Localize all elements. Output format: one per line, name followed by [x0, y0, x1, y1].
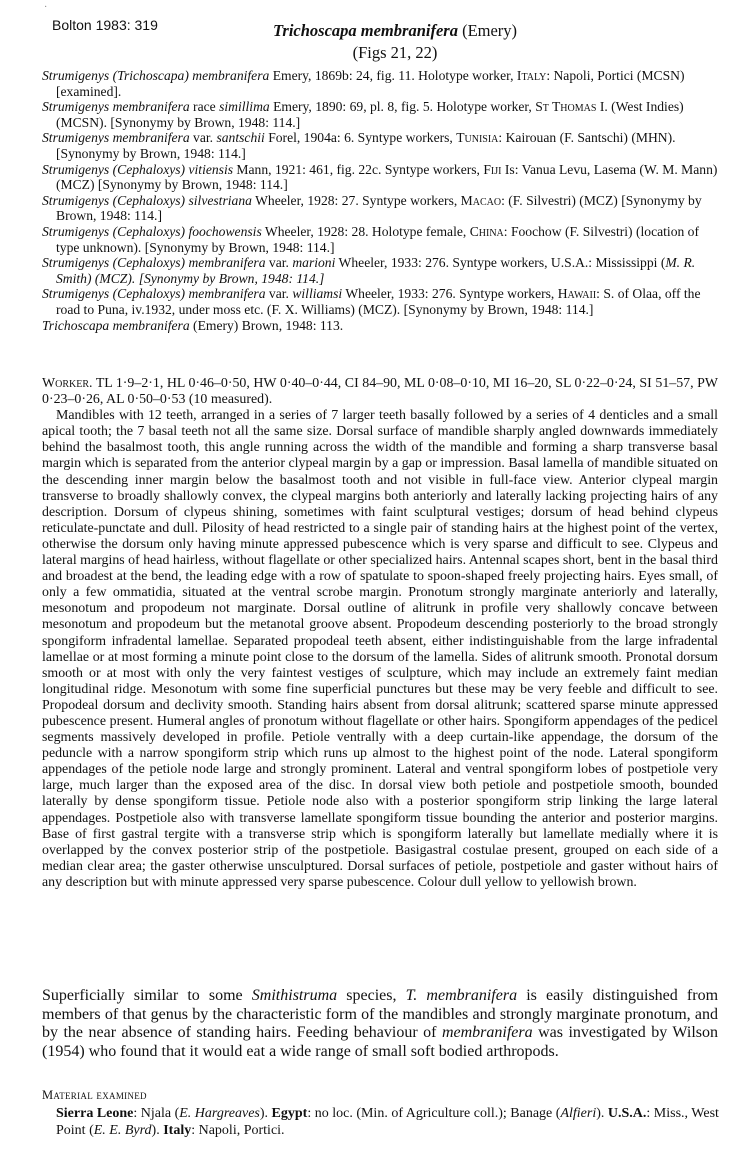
synonymy-entry: Strumigenys membranifera var. santschii Forel, 1904a: 6. Syntype workers, Tunisia: Kairouan (F. Santschi) (MHN). [Synonymy by Brown, 1948: 114.] — [42, 130, 676, 161]
synonymy-list — [42, 68, 720, 333]
material-examined: Sierra Leone: Njala (E. Hargreaves). Egypt: no loc. (Min. of Agriculture coll.); Banage (Alfieri). U.S.A.: Miss., West Point (E. E. Byrd). Italy: Napoli, Portici. — [56, 1106, 719, 1138]
synonymy-entry: Strumigenys (Cephaloxys) membranifera var. williamsi Wheeler, 1933: 276. Syntype workers, Hawaii: S. of Olaa, off the road to Puna, iv.1932, under moss etc. (F. X. Williams) (MCZ). [Synonymy by Brown, 1948: 114.] — [42, 286, 701, 317]
synonymy-entry: Trichoscapa membranifera (Emery) Brown, 1948: 113. — [42, 317, 344, 333]
remarks-paragraph: Superficially similar to some Smithistruma species, T. membranifera is easily distinguished from members of that genus by the characteristic form of the mandibles and strongly marginate pronotum, and by the near absence of standing hairs. Feeding behaviour of membranifera was investigated by Wilson (1954) who found that it would eat a wide range of small soft bodied arthropods. — [42, 987, 719, 1060]
source-citation: Bolton 1983: 319 — [52, 17, 158, 33]
synonymy-entry: Strumigenys (Trichoscapa) membranifera Emery, 1869b: 24, fig. 11. Holotype worker, Italy: Napoli, Portici (MCSN) [examined]. — [42, 68, 685, 99]
synonymy-entry: Strumigenys (Cephaloxys) vitiensis Mann, 1921: 461, fig. 22c. Syntype workers, Fiji Is: Vanua Levu, Lasema (W. M. Mann) (MCZ) [Synonymy by Brown, 1948: 114.] — [42, 161, 718, 193]
synonymy-entry: Strumigenys membranifera race simillima Emery, 1890: 69, pl. 8, fig. 5. Holotype worker, St Thomas I. (West Indies) (MCSN). [Synonymy by Brown, 1948: 114.] — [42, 99, 684, 130]
scan-mark: · — [44, 2, 48, 13]
species-author: (Emery) — [462, 21, 518, 40]
species-title — [230, 20, 560, 64]
material-heading: Material examined — [42, 1088, 147, 1102]
worker-description-text: Mandibles with 12 teeth, arranged in a series of 7 larger teeth basally followed by a series of 4 denticles and a small apical tooth; the 7 basal teeth not all the same size. Dorsal surface of mandible sharply angled downwards immediately behind the basalmost tooth, this angle running across the width of the mandible and forming a sharp transverse basal margin which is separated from the anterior clypeal margin by a gap or impression. Basal lamella of mandible situated on the descending inner margin below the basalmost tooth and not visible in full-face view. Anterior clypeal margin transverse to broadly shallowly convex, the clypeal margins both anteriorly and laterally lacking projecting hairs of any description. Dorsum of clypeus shining, sometimes with faint sculptural vestiges; dorsum of head behind clypeus reticulate-punctate and dull. Pilosity of head restricted to a single pair of standing hairs at the highest point of the vertex, otherwise the dorsum only having minute appressed pubescence which is very sparse and difficult to see. Clypeus and lateral margins of head hairless, without flagellate or other specialized hairs. Antennal scapes short, bent in the basal third and broadest at the bend, the leading edge with a row of spatulate to spoon-shaped freely projecting hairs. Eyes small, of only a few ommatidia, situated at the ventral scrobe margin. Pronotum strongly marginate anteriorly and laterally, mesonotum and propodeum not marginate. Dorsal outline of alitrunk in profile very shallowly concave between mesonotum and propodeum but the metanotal groove absent. Propodeum descending posteriorly to the broad strongly spongiform infradental lamellae. Separated propodeal teeth absent, either indistinguishable from the large infradental lamellae or at most forming a minute point close to the dorsum of the lamella. Sides of alitrunk smooth. Pronotal dorsum smooth or at most with only the very faintest vestiges of sculpture, which may include an extremely faint median longitudinal ridge. Mesonotum with some fine superficial punctures but these may be very feeble and difficult to see. Propodeal dorsum and declivity smooth. Standing hairs absent from dorsal alitrunk; scattered sparse minute appressed pubescence present. Humeral angles of pronotum without flagellate or other hairs. Spongiform appendages of the pedicel segments massively developed in profile. Petiole ventrally with a deep curtain-like appendage, the dorsum of the peduncle with a narrow spongiform strip which runs up almost to the highest point of the node. Lateral spongiform appendages of the petiole node large and strongly prominent. Lateral and ventral spongiform lobes of postpetiole very large, much larger than the exposed area of the disc. In dorsal view both petiole and postpetiole smooth, bounded laterally by dense spongiform tissue. Petiole node also with a posterior spongiform strip linking the large lateral appendages. Postpetiole also with transverse lamellate spongiform tissue bounding the anterior and posterior margins. Base of first gastral tergite with a transverse strip which is spongiform laterally but lamellate medially where it is overlapped by the convex posterior strip of the postpetiole. Basigastral costulae present, grouped on each side of a median clear area; the gaster otherwise unsculptured. Dorsal surfaces of petiole, postpetiole and gaster without hairs of any description but with minute appressed very sparse pubescence. Colour dull yellow to yellowish brown. — [42, 408, 718, 890]
synonymy-entry: Strumigenys (Cephaloxys) membranifera var. marioni Wheeler, 1933: 276. Syntype workers, U.S.A.: Mississippi (M. R. Smith) (MCZ). [Synonymy by Brown, 1948: 114.] — [42, 255, 696, 286]
worker-description — [42, 376, 718, 891]
worker-label: Worker. — [42, 376, 93, 391]
worker-measurements: Worker. TL 1·9–2·1, HL 0·46–0·50, HW 0·40–0·44, CI 84–90, ML 0·08–0·10, MI 16–20, SL 0·22–0·24, SI 51–57, PW 0·23–0·26, AL 0·50–0·53 (10 measured). — [42, 376, 718, 408]
figure-reference: (Figs 21, 22) — [352, 43, 438, 62]
synonymy-entry: Strumigenys (Cephaloxys) foochowensis Wheeler, 1928: 28. Holotype female, China: Foochow (F. Silvestri) (location of type unknown). [Synonymy by Brown, 1948: 114.] — [42, 223, 700, 255]
species-name: Trichoscapa membranifera — [272, 21, 458, 40]
synonymy-entry: Strumigenys (Cephaloxys) silvestriana Wheeler, 1928: 27. Syntype workers, Macao: (F. Silvestri) (MCZ) [Synonymy by Brown, 1948: 114.] — [42, 192, 702, 224]
